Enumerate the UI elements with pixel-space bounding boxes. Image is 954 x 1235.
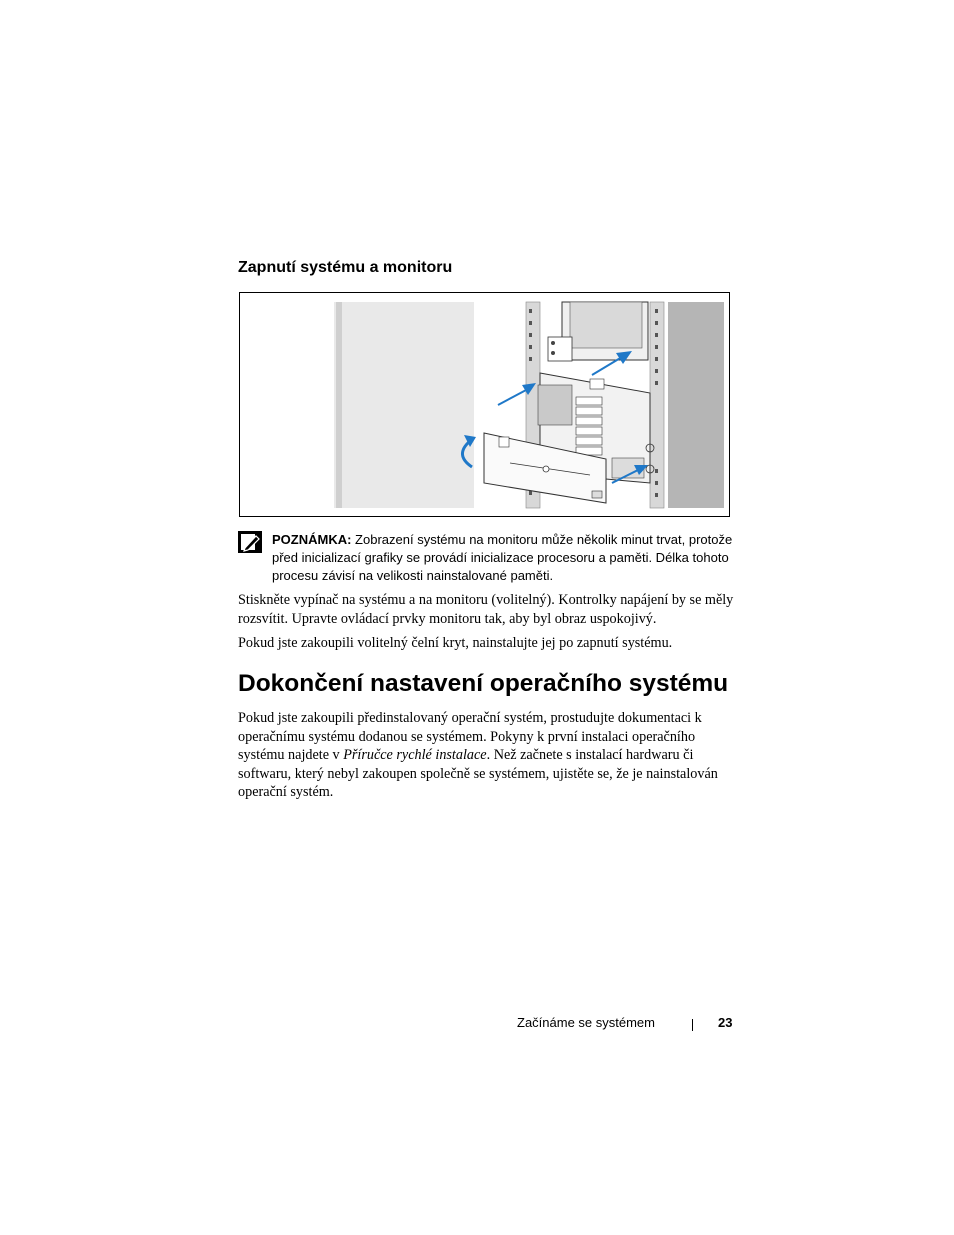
paragraph-bezel: Pokud jste zakoupili volitelný čelní kryt, nainstalujte jej po zapnutí systému.: [238, 635, 673, 651]
chapter-heading: Dokončení nastavení operačního systému: [238, 670, 729, 697]
page-number: 23: [718, 1015, 733, 1030]
os-text-after: . Než začnete s instalací hardwaru či softwaru, který nebyl zakoupen společně se systémem, ujistěte se, že je nainstalován operační systém.: [238, 747, 718, 801]
section-heading: Zapnutí systému a monitoru: [238, 259, 453, 276]
wall-panel: [668, 302, 724, 508]
figure-server-power-on: [239, 292, 730, 517]
monitor: [548, 302, 648, 361]
paragraph-os-setup: [238, 709, 738, 802]
footer-chapter-title: Začínáme se systémem: [517, 1015, 655, 1030]
note-text: [272, 531, 742, 585]
footer-separator: [692, 1019, 693, 1031]
quick-install-guide-reference: Příručce rychlé instalace: [343, 747, 487, 764]
server-rack-illustration: [240, 293, 729, 516]
rack-side-panel: [334, 302, 474, 508]
note-body: Zobrazení systému na monitoru může několik minut trvat, protože před inicializací grafiky se provádí inicializace procesoru a paměti. Délka tohoto procesu závisí na velikosti nainstalované paměti.: [272, 532, 733, 583]
note-pencil-icon: [238, 531, 262, 553]
paragraph-power-on: Stiskněte vypínač na systému a na monitoru (volitelný). Kontrolky napájení by se měly rozsvítit. Upravte ovládací prvky monitoru tak, aby byl obraz uspokojivý.: [238, 592, 734, 627]
os-text-before: Pokud jste zakoupili předinstalovaný operační systém, prostudujte dokumentaci k operačnímu systému dodanou se systémem. Pokyny k první instalaci operačního systému najdete v: [238, 710, 702, 764]
rack-rail-right: [650, 302, 664, 508]
note-label: POZNÁMKA:: [272, 532, 352, 547]
